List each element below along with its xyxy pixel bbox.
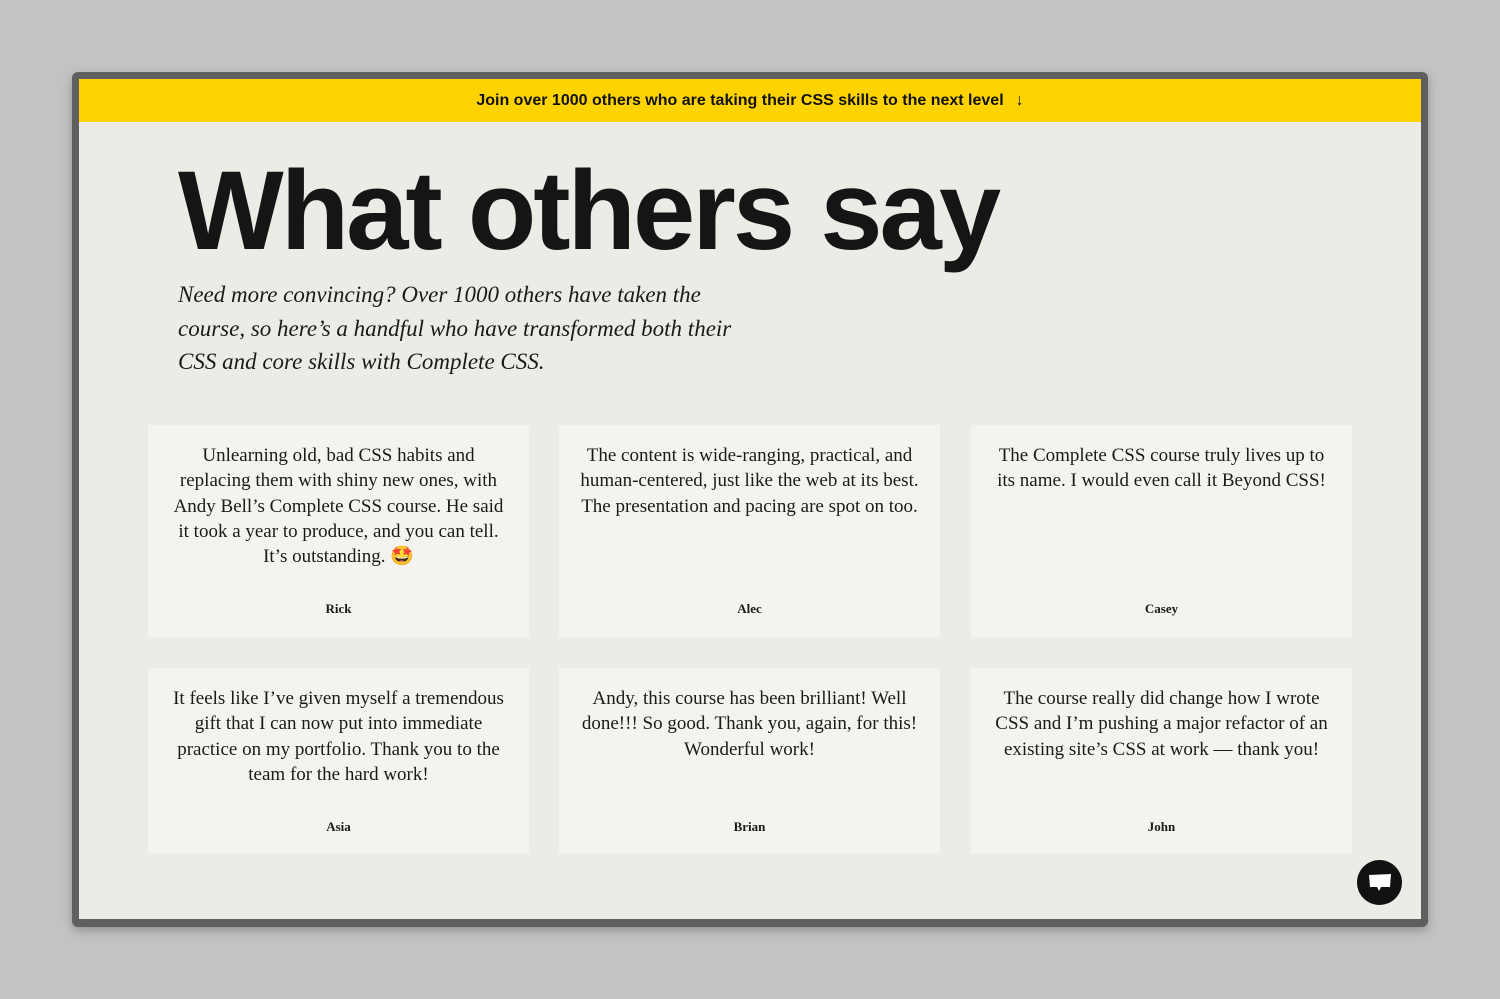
testimonial-quote: It feels like I’ve given myself a tremendous gift that I can now put into immediate practice on my portfolio. Thank you to the team for the hard work! [173, 688, 504, 785]
testimonial-author: Rick [325, 601, 352, 616]
testimonial-card [148, 668, 529, 854]
signup-banner-link[interactable] [79, 79, 1421, 122]
testimonial-card [559, 668, 940, 854]
testimonial-author: Casey [1144, 601, 1179, 616]
banner-text: Join over 1000 others who are taking their CSS skills to the next level [476, 91, 1004, 109]
testimonial-card [971, 425, 1352, 637]
page [79, 79, 1421, 919]
chat-bubble-icon [1368, 873, 1392, 893]
testimonial-quote: Unlearning old, bad CSS habits and replacing them with shiny new ones, with Andy Bell’s Complete CSS course. He said it took a year to produce, and you can tell. It’s outstanding. 🤩 [173, 445, 504, 568]
testimonial-card [559, 425, 940, 637]
testimonial-quote: The Complete CSS course truly lives up to its name. I would even call it Beyond CSS! [997, 445, 1326, 492]
testimonial-card [971, 668, 1352, 854]
testimonial-card [148, 425, 529, 637]
chat-button[interactable] [1357, 860, 1402, 905]
testimonial-author: John [1147, 819, 1176, 834]
testimonial-author: Asia [326, 819, 351, 834]
testimonial-quote: The course really did change how I wrote CSS and I’m pushing a major refactor of an existing site’s CSS at work — thank you! [995, 688, 1328, 760]
arrow-down-icon: ↓ [1015, 91, 1024, 109]
testimonial-quote: Andy, this course has been brilliant! Well done!!! So good. Thank you, again, for this! Wonderful work! [581, 688, 918, 760]
testimonial-quote: The content is wide-ranging, practical, and human-centered, just like the web at its best. The presentation and pacing are spot on too. [580, 445, 919, 517]
testimonial-author: Alec [737, 601, 762, 616]
testimonial-author: Brian [733, 819, 766, 834]
page-subtitle: Need more convincing? Over 1000 others have taken the course, so here’s a handful who have transformed both their CSS and core skills with Complete CSS. [178, 282, 732, 374]
page-title: What others say [178, 148, 999, 273]
